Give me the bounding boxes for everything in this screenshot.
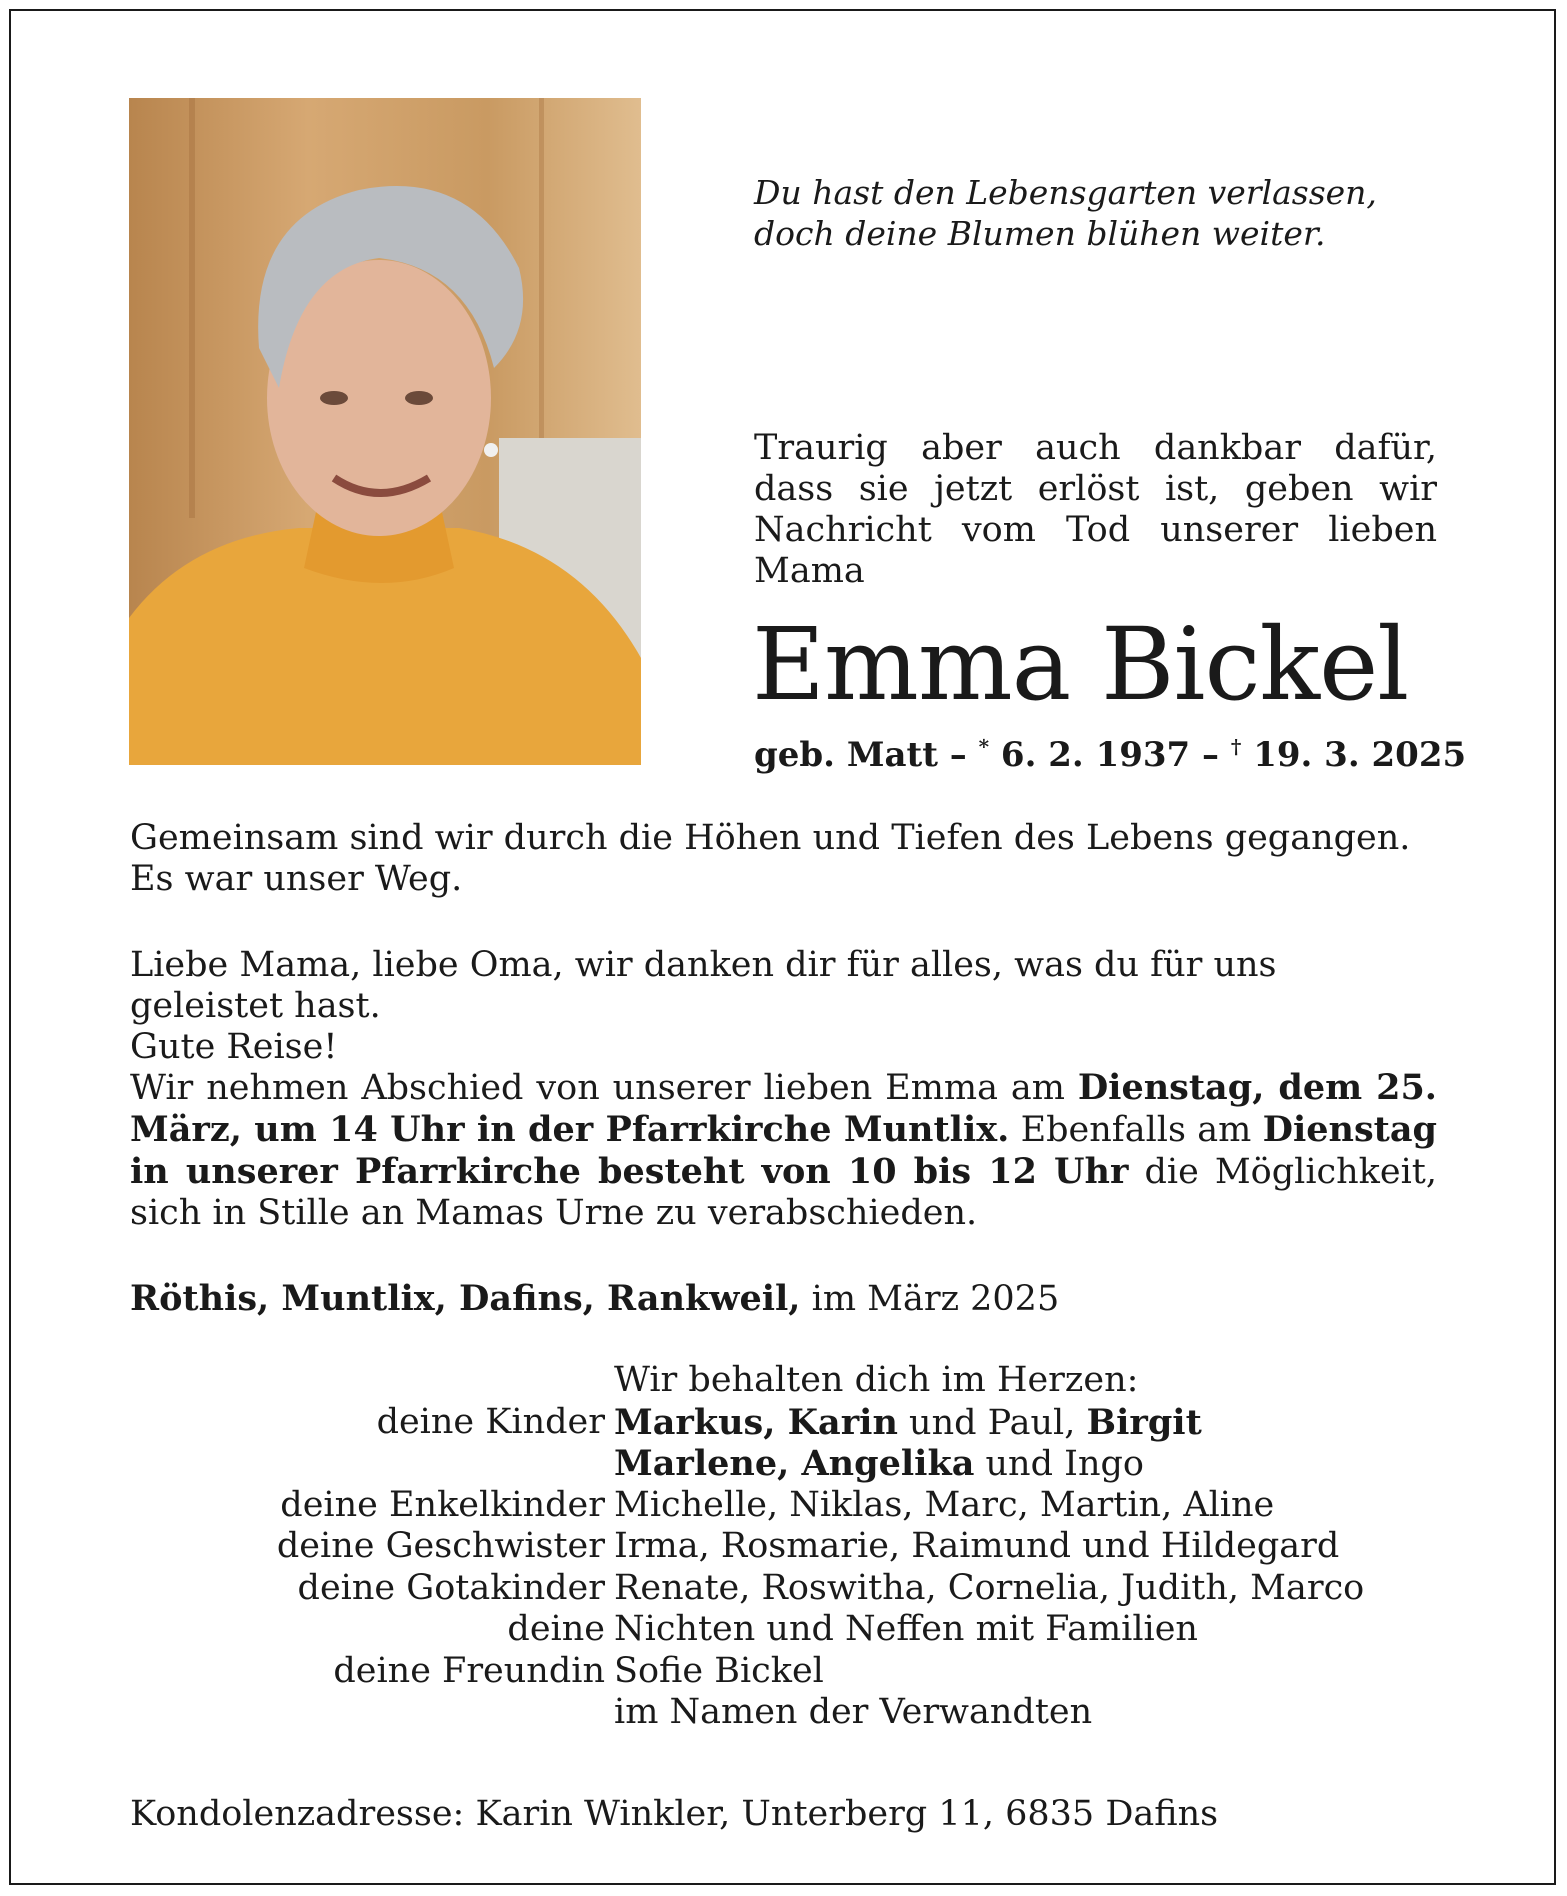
names (614, 1443, 1144, 1486)
relation-label: deine (507, 1609, 605, 1649)
relation-label: deine Gotakinder (297, 1567, 605, 1608)
paragraph-2 (130, 945, 1437, 1068)
names: Renate, Roswitha, Cornelia, Judith, Marco (614, 1567, 1365, 1608)
list-item (0, 1443, 1567, 1485)
paragraph-2-line-1: Liebe Mama, liebe Oma, wir danken dir für alles, was du für uns geleistet hast. (130, 945, 1277, 1026)
birth-symbol: * (978, 734, 990, 759)
death-date: 19. 3. 2025 (1241, 735, 1467, 775)
portrait-photo (129, 98, 641, 765)
paragraph-1 (130, 818, 1437, 900)
viewing-time-bold: Dienstag in unserer Pfarrkirche besteht von 10 bis 12 Uhr (130, 1109, 1437, 1192)
names: Irma, Rosmarie, Raimund und Hildegard (614, 1526, 1340, 1566)
list-item (0, 1568, 1567, 1610)
name-bold: Markus, Karin (614, 1401, 898, 1443)
funeral-text-3: die Möglichkeit, sich in Stille an Mamas Urne zu verabschieden. (130, 1152, 1437, 1233)
motto-line-2: doch deine Blumen blühen weiter. (754, 214, 1326, 253)
list-item (0, 1651, 1567, 1693)
mourners-list (0, 1360, 1567, 1734)
paragraph-1-line-2: Es war unser Weg. (130, 859, 463, 899)
list-item (0, 1609, 1567, 1651)
condolence-address: Kondolenzadresse: Karin Winkler, Unterberg 11, 6835 Dafins (130, 1794, 1219, 1834)
relation-label: deine Freundin (333, 1650, 605, 1691)
maiden-name: geb. Matt – (754, 735, 979, 775)
funeral-text-2: Ebenfalls am (1009, 1110, 1263, 1150)
relation-label: deine Enkelkinder (280, 1484, 605, 1525)
motto-line-1: Du hast den Lebensgarten verlassen, (754, 173, 1377, 212)
places: Röthis, Muntlix, Dafins, Rankweil, (130, 1278, 801, 1319)
funeral-details (130, 1067, 1437, 1234)
list-item (0, 1692, 1567, 1734)
names: Nichten und Neffen mit Familien (614, 1609, 1198, 1649)
intro-text: Traurig aber auch dankbar dafür, dass sie jetzt erlöst ist, geben wir Nachricht vom Tod unserer lieben Mama (754, 428, 1437, 591)
paragraph-1-line-1: Gemeinsam sind wir durch die Höhen und Tiefen des Lebens gegangen. (130, 818, 1411, 858)
name-text: und Paul, (897, 1402, 1087, 1443)
life-dates (754, 735, 1466, 775)
names: Sofie Bickel (614, 1650, 824, 1691)
funeral-date-bold: Dienstag, dem 25. März, um 14 Uhr in der Pfarrkirche Muntlix. (130, 1067, 1437, 1150)
birth-date: 6. 2. 1937 – (989, 735, 1231, 775)
name-bold: Birgit (1086, 1401, 1202, 1443)
list-item (0, 1402, 1567, 1444)
date-line: im März 2025 (800, 1279, 1060, 1319)
paragraph-2-line-2: Gute Reise! (130, 1027, 338, 1067)
name-text: und Ingo (974, 1444, 1144, 1484)
motto (754, 172, 1474, 254)
list-item (0, 1485, 1567, 1527)
place-date (130, 1278, 1437, 1320)
mourners-heading: Wir behalten dich im Herzen: (614, 1360, 1139, 1400)
death-symbol: † (1230, 734, 1242, 759)
deceased-name: Emma Bickel (752, 606, 1409, 723)
list-item (0, 1526, 1567, 1568)
relation-label: deine Geschwister (276, 1526, 605, 1566)
names: im Namen der Verwandten (614, 1692, 1093, 1732)
names (614, 1402, 1202, 1445)
names: Michelle, Niklas, Marc, Martin, Aline (614, 1484, 1275, 1525)
funeral-text-1: Wir nehmen Abschied von unserer lieben Emma am (130, 1068, 1078, 1108)
relation-label: deine Kinder (376, 1401, 605, 1442)
list-item (0, 1360, 1567, 1402)
name-bold: Marlene, Angelika (614, 1443, 975, 1484)
portrait-photo-icon (129, 98, 641, 765)
